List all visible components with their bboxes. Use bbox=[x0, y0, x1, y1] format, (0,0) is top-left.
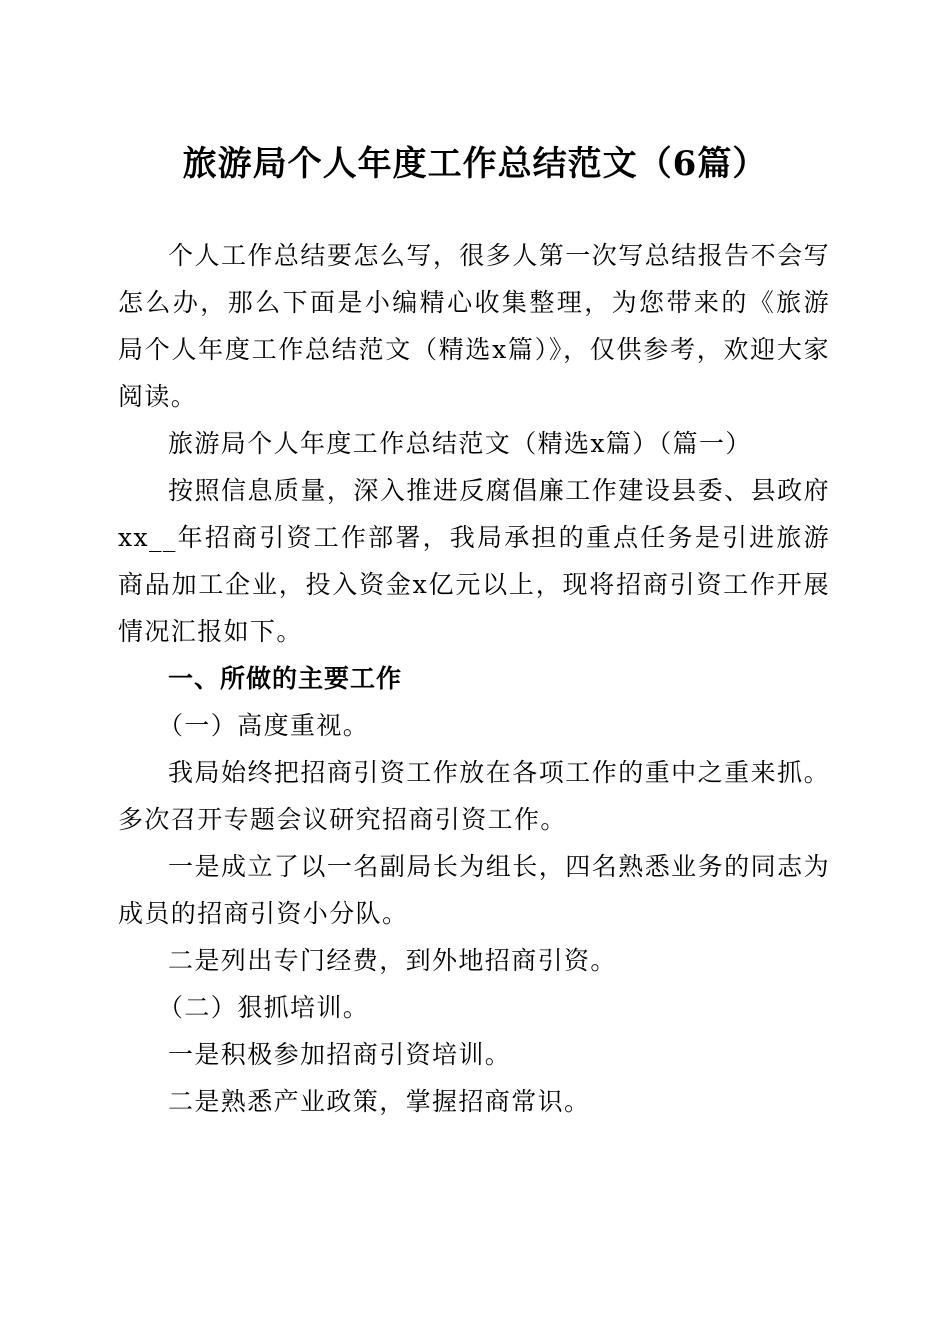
document-body bbox=[118, 232, 830, 1125]
body-paragraph: 一是积极参加招商引资培训。 bbox=[168, 1040, 512, 1069]
article-subtitle: 旅游局个人年度工作总结范文（精选x篇）（篇一） bbox=[168, 429, 752, 458]
body-paragraph: 二是列出专门经费，到外地招商引资。 bbox=[168, 946, 617, 975]
subsection-heading: （一）高度重视。 bbox=[158, 711, 370, 740]
intro-paragraph: 个人工作总结要怎么写，很多人第一次写总结报告不会写怎么办，那么下面是小编精心收集整理，为您带来的《旅游局个人年度工作总结范文（精选x篇）》，仅供参考，欢迎大家阅读。 bbox=[118, 241, 830, 411]
body-paragraph: 按照信息质量，深入推进反腐倡廉工作建设县委、县政府xx__年招商引资工作部署，我局承担的重点任务是引进旅游商品加工企业，投入资金x亿元以上，现将招商引资工作开展情况汇报如下。 bbox=[118, 476, 830, 646]
subsection-heading: （二）狠抓培训。 bbox=[158, 993, 370, 1022]
body-paragraph: 我局始终把招商引资工作放在各项工作的重中之重来抓。多次召开专题会议研究招商引资工作。 bbox=[118, 758, 830, 834]
section-heading: 一、所做的主要工作 bbox=[168, 664, 403, 693]
body-paragraph: 一是成立了以一名副局长为组长，四名熟悉业务的同志为成员的招商引资小分队。 bbox=[118, 852, 830, 928]
document-title: 旅游局个人年度工作总结范文（6篇） bbox=[182, 144, 768, 184]
body-paragraph: 二是熟悉产业政策，掌握招商常识。 bbox=[168, 1087, 591, 1116]
